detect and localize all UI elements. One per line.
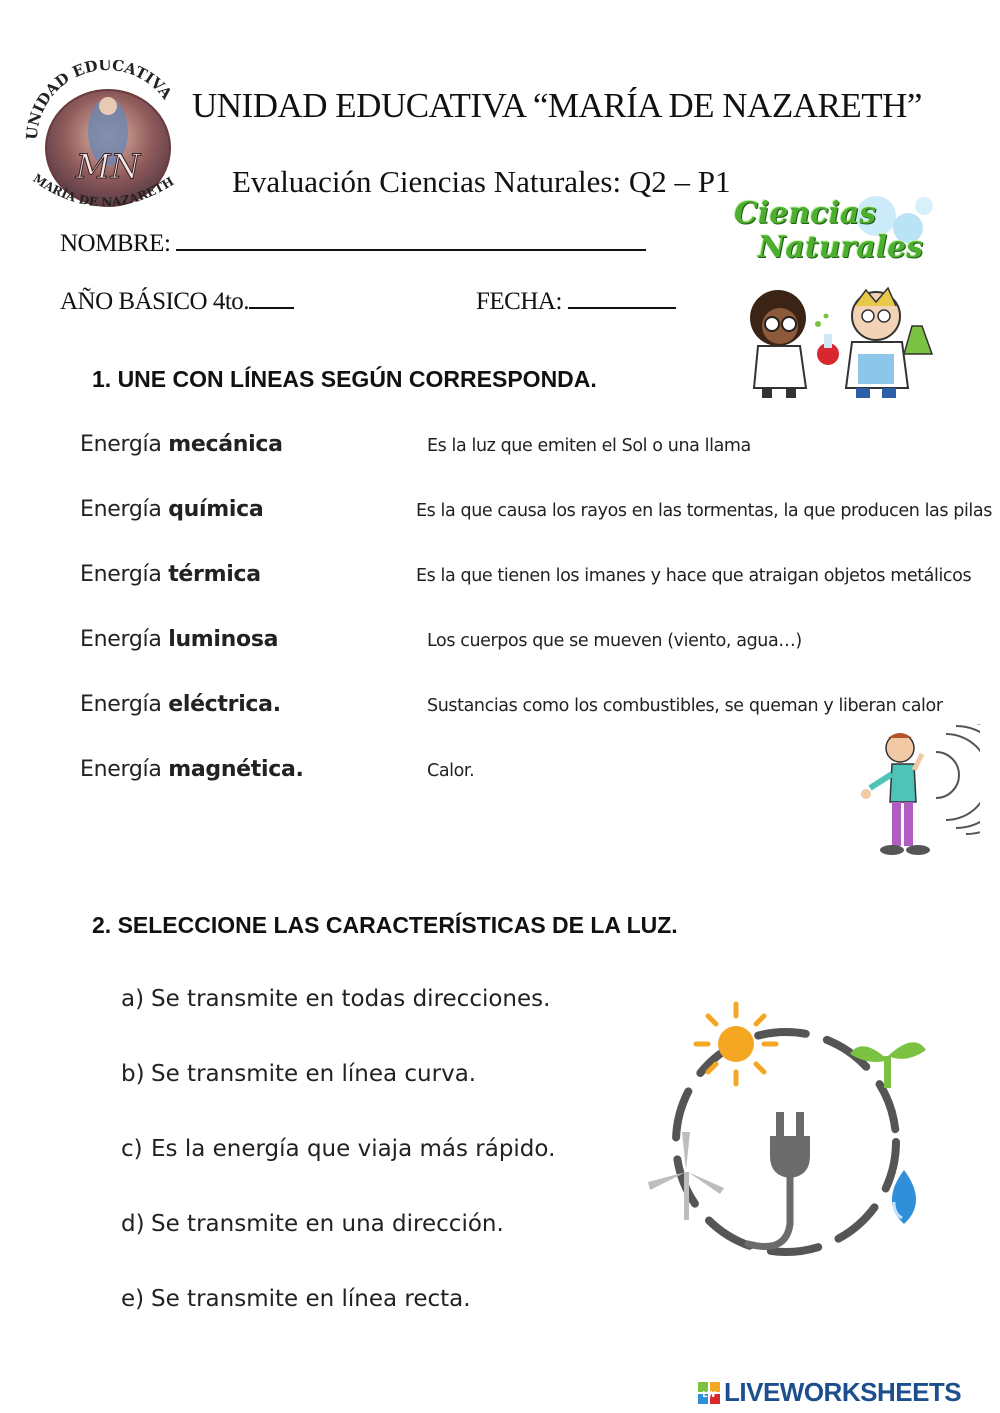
- logo-monogram: MN: [75, 147, 141, 187]
- definition-6[interactable]: Calor.: [427, 761, 475, 781]
- wind-turbine-icon: [648, 1132, 724, 1220]
- date-field[interactable]: [476, 288, 676, 316]
- sound-man-illustration: [856, 724, 980, 858]
- badge-line1: Ciencias: [734, 196, 877, 231]
- energy-luminosa[interactable]: Energía luminosa: [80, 627, 279, 652]
- option-b[interactable]: b) Se transmite en línea curva.: [121, 1061, 477, 1087]
- school-title: UNIDAD EDUCATIVA “MARÍA DE NAZARETH”: [192, 86, 922, 125]
- question2-title: 2. SELECCIONE LAS CARACTERÍSTICAS DE LA LUZ.: [92, 912, 678, 938]
- year-label: AÑO BÁSICO 4to.: [60, 288, 250, 315]
- evaluation-title: Evaluación Ciencias Naturales: Q2 – P1: [232, 164, 731, 199]
- logo-top-text: UNIDAD EDUCATIVA: [22, 60, 176, 141]
- energy-termica[interactable]: Energía térmica: [80, 562, 261, 587]
- option-d[interactable]: d) Se transmite en una dirección.: [121, 1211, 504, 1237]
- energy-cycle-illustration: [636, 992, 936, 1262]
- liveworksheets-logo-mark: [698, 1382, 720, 1404]
- option-a[interactable]: a) Se transmite en todas direcciones.: [121, 986, 551, 1012]
- energy-quimica[interactable]: Energía química: [80, 497, 264, 522]
- option-e[interactable]: e) Se transmite en línea recta.: [121, 1286, 471, 1312]
- energy-magnetica[interactable]: Energía magnética.: [80, 757, 304, 782]
- sun-icon: [696, 1004, 776, 1084]
- name-label: NOMBRE:: [60, 230, 171, 257]
- energy-mecanica[interactable]: Energía mecánica: [80, 432, 283, 457]
- liveworksheets-brand[interactable]: LIVEWORKSHEETS: [724, 1377, 962, 1407]
- definition-5[interactable]: Sustancias como los combustibles, se queman y liberan calor: [427, 696, 943, 716]
- year-blank[interactable]: [249, 289, 294, 309]
- energy-electrica[interactable]: Energía eléctrica.: [80, 692, 281, 717]
- definition-4[interactable]: Los cuerpos que se mueven (viento, agua…): [427, 631, 802, 651]
- water-drop-icon: [892, 1170, 916, 1224]
- plug-icon: [748, 1112, 810, 1247]
- option-c[interactable]: c) Es la energía que viaja más rápido.: [121, 1136, 556, 1162]
- school-logo: [22, 60, 192, 220]
- name-blank[interactable]: [176, 231, 646, 251]
- scientists-illustration: [736, 284, 942, 402]
- question1-title: 1. UNE CON LÍNEAS SEGÚN CORRESPONDA.: [92, 366, 597, 392]
- svg-text:LW: LW: [702, 1390, 716, 1399]
- name-field[interactable]: [60, 230, 646, 258]
- logo-bottom-text: MARÍA DE NAZARETH: [30, 171, 177, 210]
- date-label: FECHA:: [476, 288, 562, 315]
- date-blank[interactable]: [568, 289, 676, 309]
- definition-2[interactable]: Es la que causa los rayos en las tormentas, la que producen las pilas: [416, 501, 992, 521]
- year-field[interactable]: [60, 288, 294, 316]
- ciencias-naturales-badge: [728, 188, 940, 278]
- badge-line2: Naturales: [758, 230, 924, 265]
- definition-1[interactable]: Es la luz que emiten el Sol o una llama: [427, 436, 751, 456]
- definition-3[interactable]: Es la que tienen los imanes y hace que atraigan objetos metálicos: [416, 566, 972, 586]
